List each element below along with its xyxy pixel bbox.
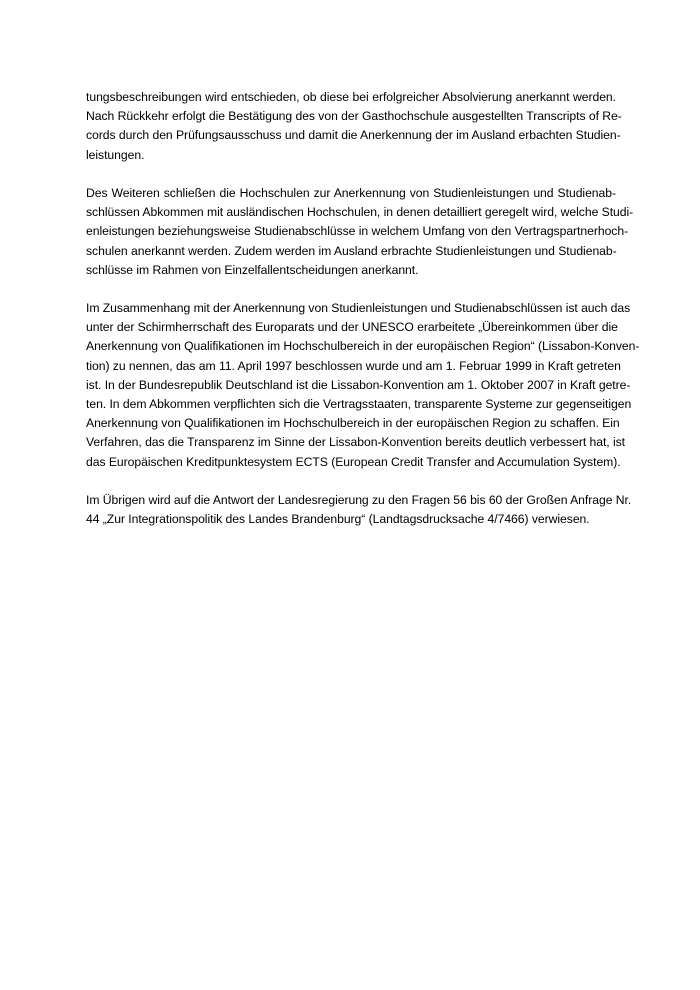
text-line: tion) zu nennen, das am 11. April 1997 beschlossen wurde und am 1. Februar 1999 in Kraft getreten: [86, 358, 621, 373]
text-line: ten. In dem Abkommen verpflichten sich die Vertragsstaaten, transparente Systeme zur gegenseitigen: [86, 397, 632, 412]
paragraph-transcript-recognition: [86, 88, 622, 165]
text-line: leistungen.: [86, 147, 145, 162]
text-line: schlüsse im Rahmen von Einzelfallentscheidungen anerkannt.: [86, 262, 419, 277]
text-line: Anerkennung von Qualifikationen im Hochschulbereich in der europäischen Region“ (Lissabon-Konven-: [86, 339, 640, 354]
text-line: cords durch den Prüfungsausschuss und damit die Anerkennung der im Ausland erbachten Studien-: [86, 128, 621, 143]
text-line: enleistungen beziehungsweise Studienabschlüsse in welchem Umfang von den Vertragspartnerhoch-: [86, 224, 629, 239]
text-line: schulen anerkannt werden. Zudem werden im Ausland erbrachte Studienleistungen und Studienab-: [86, 243, 617, 258]
text-line: Verfahren, das die Transparenz im Sinne der Lissabon-Konvention bereits deutlich verbessert hat, ist: [86, 435, 626, 450]
paragraph-integration-reference: [86, 491, 632, 529]
text-line: Im Zusammenhang mit der Anerkennung von Studienleistungen und Studienabschlüssen ist auch das: [86, 301, 631, 315]
text-line: tungsbeschreibungen wird entschieden, ob diese bei erfolgreicher Absolvierung anerkannt werden.: [86, 90, 616, 104]
paragraph-university-agreements: [86, 184, 634, 280]
text-line: schlüssen Abkommen mit ausländischen Hochschulen, in denen detailliert geregelt wird, welche Studi-: [86, 205, 634, 220]
text-line: Des Weiteren schließen die Hochschulen zur Anerkennung von Studienleistungen und Studienab-: [86, 186, 616, 200]
text-line: unter der Schirmherrschaft des Europarats und der UNESCO erarbeitete „Übereinkommen über die: [86, 320, 618, 335]
paragraph-lisbon-convention: [86, 299, 640, 472]
text-line: das Europäischen Kreditpunktesystem ECTS (European Credit Transfer and Accumulation System).: [86, 454, 621, 469]
text-line: 44 „Zur Integrationspolitik des Landes Brandenburg“ (Landtagsdrucksache 4/7466) verwiesen.: [86, 512, 590, 527]
text-line: Nach Rückkehr erfolgt die Bestätigung des von der Gasthochschule ausgestellten Transcripts of Re-: [86, 109, 622, 124]
text-line: Im Übrigen wird auf die Antwort der Landesregierung zu den Fragen 56 bis 60 der Großen Anfrage Nr.: [86, 493, 632, 507]
text-line: ist. In der Bundesrepublik Deutschland ist die Lissabon-Konvention am 1. Oktober 2007 in Kraft getre-: [86, 377, 631, 392]
text-line: Anerkennung von Qualifikationen im Hochschulbereich in der europäischen Region zu schaffen. Ein: [86, 416, 620, 431]
